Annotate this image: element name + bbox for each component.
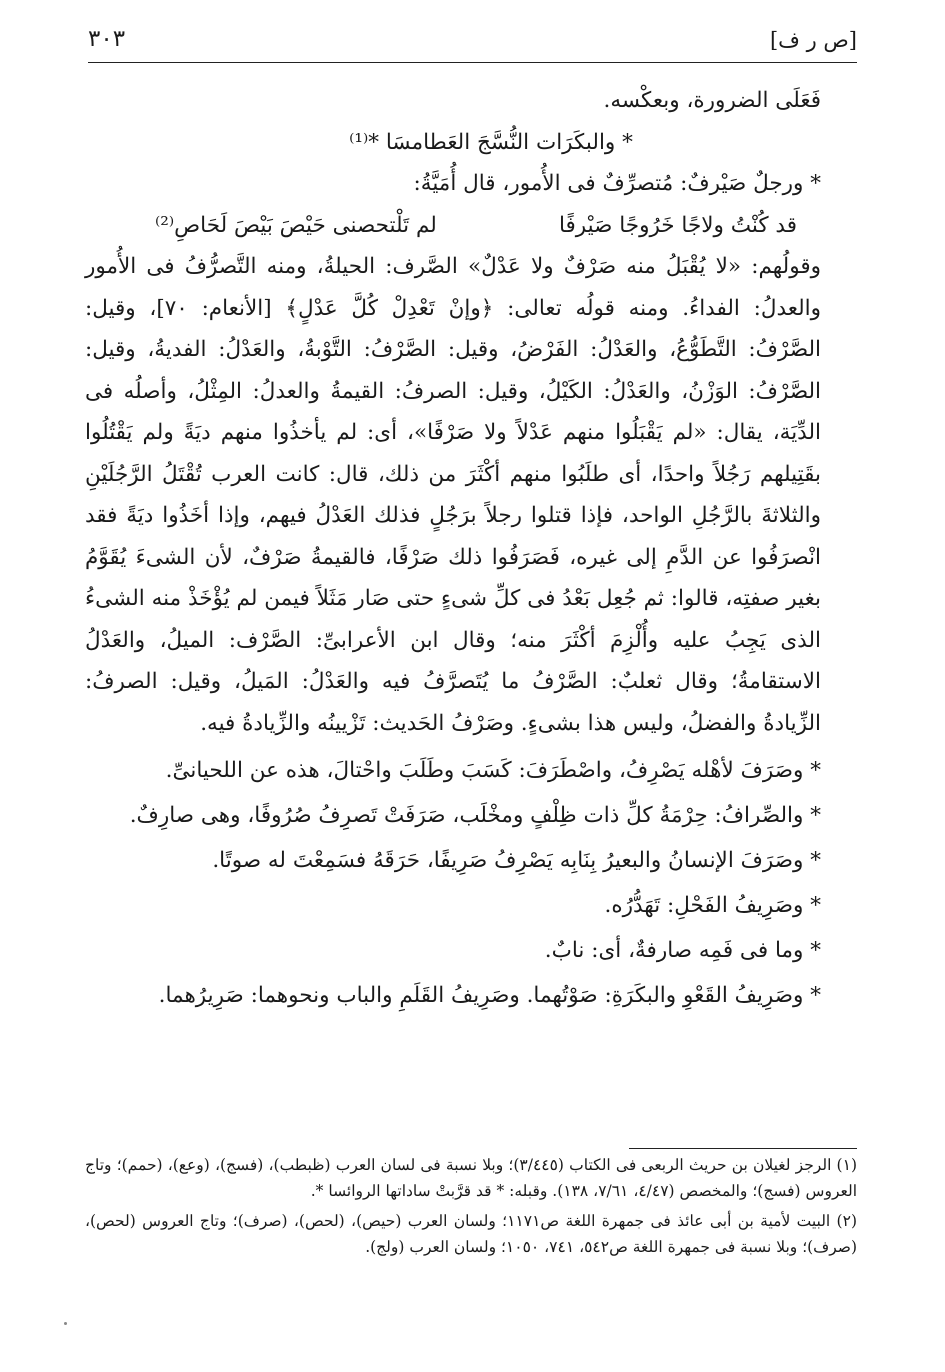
page-number: ٣٠٣ [88, 26, 126, 52]
rajaz-verse: * والبكَرَات النُّسَّجَ العَطامسَا *⁽¹⁾ [349, 129, 633, 155]
entry-item: * وصَرِيفُ الفَحْلِ: تَهَدُّرُه. [604, 893, 821, 918]
verse-first-hemistich: قد كُنْتُ ولاجًا خَرُوجًا صَيْرفًا [558, 212, 797, 238]
entry-item: * وما فى فَمِه صارفةٌ، أى: نابٌ. [544, 938, 821, 963]
paragraph-sarf-adl: وقولُهم: «لا يُقْبَلُ منه صَرْفٌ ولا عَدْلٌ» الصَّرف: الحيلةُ، ومنه التَّصرُّفُ فى الأُمور والعدلُ: الفداءُ. ومنه قولُه تعالى: ﴿وإنْ تَعْدِلْ كُلَّ عَدْلٍ﴾ [الأنعام: ٧٠]، وقيل: الصَّرْفُ: التَّطَوُّعُ، والعَدْلُ: الفَرْضُ، وقيل: الصَّرْفُ: التَّوْبةُ، والعَدْلُ: الفديةُ، وقيل: الصَّرْفُ: الوَزْنُ، والعَدْلُ: الكَيْلُ، وقيل: الصرفُ: القيمةُ والعدلُ: المِثْلُ، وأصلُه فى الدِّيَة، يقال: «لم يَقْبَلُوا منهم عَدْلاً ولا صَرْفًا»، أى: لم يأخذُوا منهم ديَةً ولم يَقْتُلُوا بقَتِيلهم رَجُلاً واحدًا، أى طلَبُوا منهم أكْثَرَ من ذلك، قال: كانت العرب تُقْتَلُ الرَّجُلَيْنِ والثلاثةَ بالرَّجُلِ الواحد، فإذا قتلوا رجلاً برَجُلٍ فذلك العَدْلُ فيهم، وإذا أخَذُوا ديَةً فقد انْصرَفُوا عن الدَّمِ إلى غيره، فَصَرَفُوا ذلك صَرْفًا، فالقيمةُ صَرْفٌ، لأن الشىءَ يُقَوَّمُ بغير صفتِه، قالوا: ثم جُعِل بَعْدُ فى كلِّ شىءٍ حتى صَار مَثَلاً فيمن لم يُؤْخَذْ منه الشىءُ الذى يَجِبُ عليه وأُلْزِمَ أكْثَرَ منه؛ وقال ابن الأعرابىِّ: الصَّرْف: الميلُ، والعَدْلُ الاستقامةُ؛ وقال ثعلبٌ: الصَّرْفُ ما يُتَصرَّفُ فيه والعَدْلُ: المَيلُ، وقيل: الصرفُ: الزِّيادةُ والفضلُ، وليس هذا بشىءٍ. وصَرْفُ الحَديث: تَزْيينُه والزِّيادةُ فيه. [85, 254, 822, 736]
entry-list [85, 748, 857, 1018]
entry-item: * وصَرِيفُ القَعْوِ والبكَرَةِ: صَوْتُهما. وصَرِيفُ القَلَمِ والباب ونحوهما: صَرِيرُهما. [158, 983, 821, 1008]
entry-item: * وصَرَفَ لأهْله يَصْرِفُ، واصْطَرَفَ: كَسَبَ وطَلَبَ واحْتالَ، هذه عن اللحيانىِّ. [165, 758, 821, 783]
scan-speck [64, 1322, 67, 1325]
entry-sayraf: * ورجلٌ صَيْرفٌ: مُتصرِّفٌ فى الأُمور، قال أُمَيَّةُ: [413, 171, 821, 196]
page-header [88, 26, 857, 63]
footnote-2: (٢) البيت لأمية بن أبى عائذ فى جمهرة اللغة ص١١٧١؛ ولسان العرب (حيص)، (لحص)، (صرف)؛ وتاج العروس (لحص)، (صرف)؛ وبلا نسبة فى جمهرة اللغة ص٥٤٢، ٧٤١، ١٠٥٠؛ ولسان العرب (ولج). [85, 1212, 857, 1256]
root-letters-label: [ص ر ف] [769, 28, 857, 52]
poetry-verse [85, 205, 857, 247]
verse-second-hemistich: لم تَلْتحصنى حَيْصَ بَيْصَ لَحَاصِ⁽²⁾ [155, 212, 437, 238]
text-line-1: فَعَلَى الضرورة، وبعكْسه. [603, 88, 821, 113]
footnote-divider [629, 1148, 857, 1149]
footnotes [85, 1152, 857, 1264]
entry-item: * وصَرَفَ الإنسانُ والبعيرُ بِنَابِه يَصْرِفُ صَرِيفًا، حَرَقَهُ فسَمِعْتَ له صوتًا. [212, 848, 821, 873]
entry-item: * والصِّرافُ: حِرْمَةُ كلِّ ذات ظِلْفٍ ومخْلَب، صَرَفَتْ تَصرِفُ صُرُوفًا، وهى صارِفٌ. [129, 803, 821, 828]
footnote-1: (١) الرجز لغيلان بن حريث الربعى فى الكتاب (٣/٤٤٥)؛ وبلا نسبة فى لسان العرب (ظبطب)، (فسج)، (وعع)، (حمم)؛ وتاج العروس (فسج)؛ والمخصص (٤/٤٧، ٧/٦١، ١٣٨). وقبله: * قد قرَّبتْ ساداتها الروائسا *. [85, 1156, 857, 1200]
main-text [85, 80, 857, 1018]
